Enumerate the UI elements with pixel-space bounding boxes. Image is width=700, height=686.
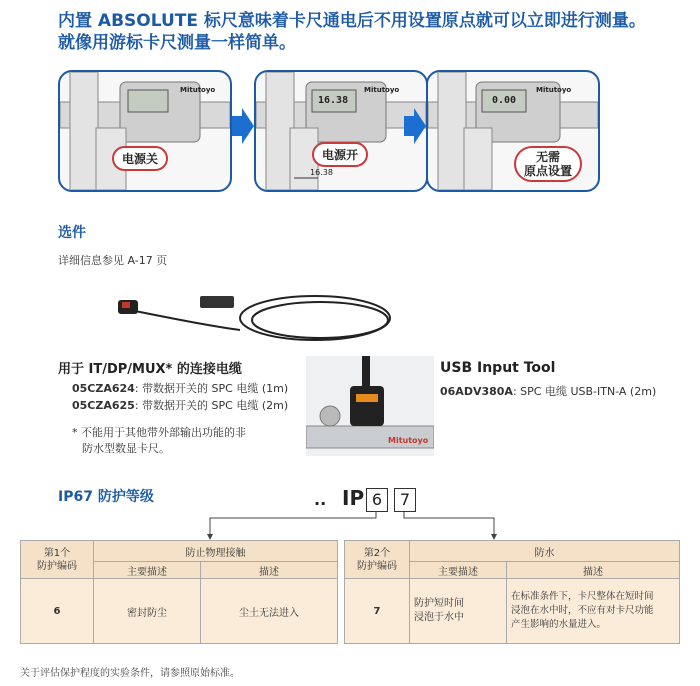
brand-logo: Mitutoyo [180, 86, 216, 94]
cable-title: 用于 IT/DP/MUX* 的连接电缆 [58, 362, 242, 377]
ip-digit-1: 6 [366, 488, 388, 512]
lcd-reading: 0.00 [492, 95, 517, 106]
table-header-desc: 描述 [201, 562, 338, 579]
caliper-illustration [256, 72, 426, 190]
table-cell-main: 防护短时间 浸泡于水中 [410, 579, 507, 644]
footer-note: 关于评估保护程度的实验条件，请参照原始标准。 [20, 668, 240, 679]
usb-item [440, 383, 656, 399]
bubble-no-origin: 无需 原点设置 [514, 146, 582, 182]
arrow-right-icon [404, 108, 426, 144]
options-subtitle: 详细信息参见 A-17 页 [58, 254, 168, 267]
dimension-label: 16.38 [310, 168, 333, 177]
brand-logo: Mitutoyo [364, 86, 400, 94]
cable-item: 05CZA624: 带数据开关的 SPC 电缆 (1m) [72, 382, 289, 395]
cable-note-1: * 不能用于其他带外部输出功能的非 [72, 426, 246, 439]
protection-table-dust [20, 540, 338, 644]
caliper-image-power-on [254, 70, 428, 192]
table-header-main: 主要描述 [94, 562, 201, 579]
cable-desc: 带数据开关的 SPC 电缆 (2m) [142, 399, 289, 412]
lcd-reading: 16.38 [318, 95, 349, 106]
brand-logo: Mitutoyo [536, 86, 572, 94]
table-cell-code: 7 [345, 579, 410, 644]
table-header-group: 防止物理接触 [94, 541, 338, 562]
ip-digit-2: 7 [394, 488, 416, 512]
table-cell-main: 密封防尘 [94, 579, 201, 644]
usb-tool-photo [306, 356, 434, 456]
cable-code: 05CZA624 [72, 382, 135, 395]
caliper-image-power-off [58, 70, 232, 192]
usb-desc: : SPC 电缆 USB-ITN-A (2m) [512, 385, 657, 398]
table-cell-code: 6 [21, 579, 94, 644]
ip-connector-lines [0, 510, 700, 540]
bubble-power-off: 电源关 [112, 146, 168, 171]
arrow-right-icon [232, 108, 254, 144]
options-title: 选件 [58, 225, 86, 241]
table-cell-desc: 在标准条件下，卡尺整体在短时间 浸泡在水中时，不应有对卡尺功能 产生影响的水量进入。 [507, 579, 680, 644]
table-header-main: 主要描述 [410, 562, 507, 579]
cable-note-2: 防水型数显卡尺。 [82, 442, 170, 455]
table-header-group: 防水 [410, 541, 680, 562]
usb-title: USB Input Tool [440, 360, 556, 376]
cable-image [110, 288, 400, 350]
intro-line-2: 就像用游标卡尺测量一样简单。 [58, 33, 296, 53]
intro-line-1: 内置 ABSOLUTE 标尺意味着卡尺通电后不用设置原点就可以立即进行测量。 [58, 11, 646, 31]
cable-item: 05CZA625: 带数据开关的 SPC 电缆 (2m) [72, 399, 289, 412]
cable-desc: 带数据开关的 SPC 电缆 (1m) [142, 382, 289, 395]
usb-code: 06ADV380A [440, 385, 513, 398]
table-header-code: 第1个 防护编码 [21, 541, 94, 579]
protection-table-water [344, 540, 680, 644]
bubble-power-on: 电源开 [312, 142, 368, 167]
table-header-code: 第2个 防护编码 [345, 541, 410, 579]
brand-logo: Mitutoyo [388, 436, 429, 445]
table-cell-desc: 尘土无法进入 [201, 579, 338, 644]
ip-title: IP67 防护等级 [58, 489, 154, 505]
ip-label: IP [342, 486, 365, 510]
table-header-desc: 描述 [507, 562, 680, 579]
cable-code: 05CZA625 [72, 399, 135, 412]
ip-prefix: .. [314, 490, 327, 509]
